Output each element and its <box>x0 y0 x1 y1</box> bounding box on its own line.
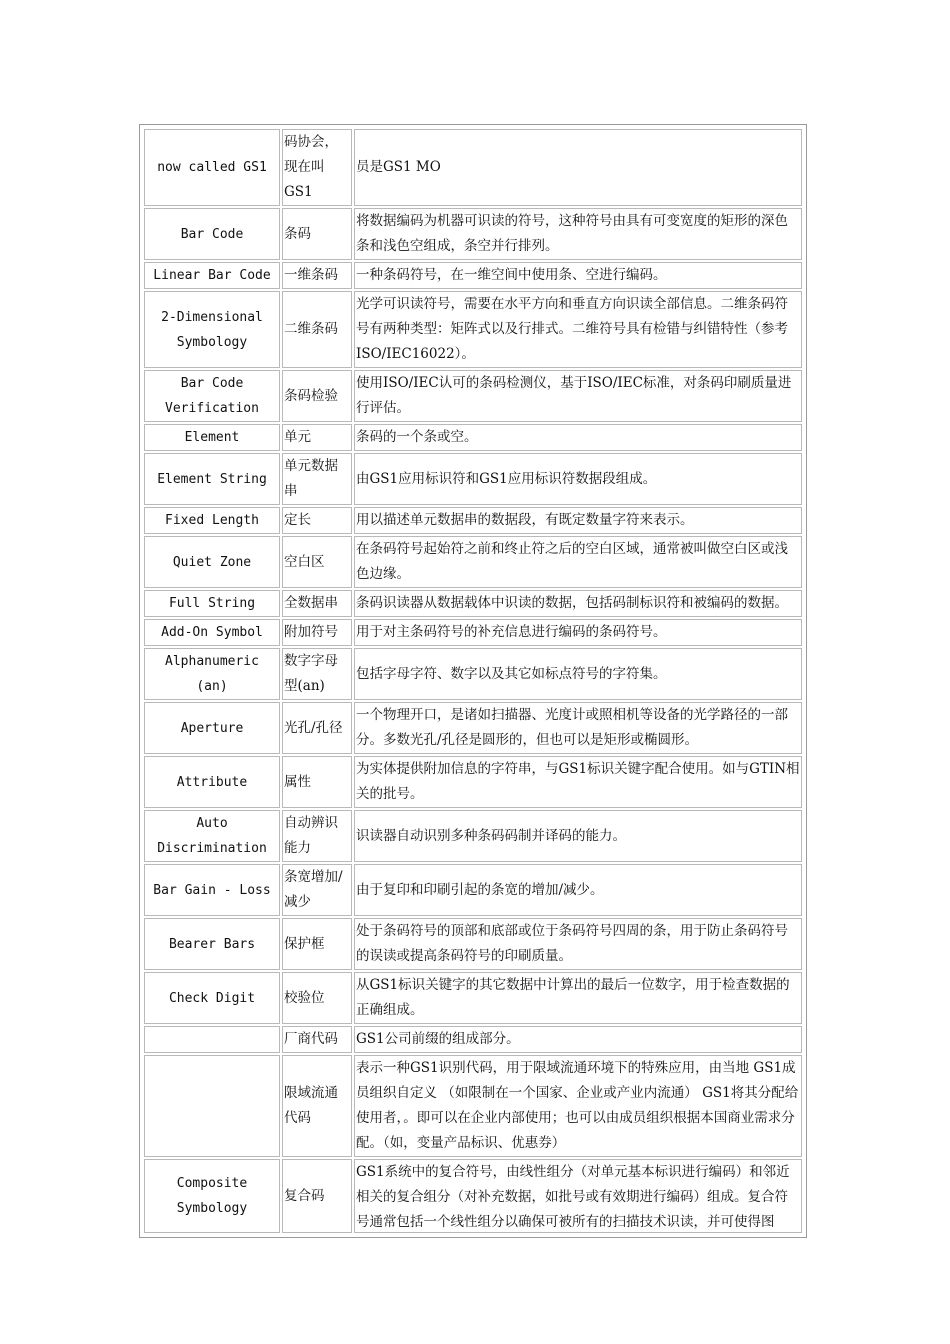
term-definition: 使用ISO/IEC认可的条码检测仪，基于ISO/IEC标准，对条码印刷质量进行评估。 <box>354 370 802 422</box>
term-english: Fixed Length <box>144 507 280 534</box>
term-english: Element <box>144 424 280 451</box>
term-english: Bar Code <box>144 208 280 260</box>
term-chinese: 码协会，现在叫GS1 <box>282 129 352 206</box>
term-definition: 由GS1应用标识符和GS1应用标识符数据段组成。 <box>354 453 802 505</box>
term-english: Bar Gain - Loss <box>144 864 280 916</box>
table-row <box>144 1055 802 1157</box>
term-english: Element String <box>144 453 280 505</box>
term-definition: 表示一种GS1识别代码，用于限域流通环境下的特殊应用，由当地 GS1成员组织自定义 （如限制在一个国家、企业或产业内流通） GS1将其分配给使用者，。即可以在企业内部使用；也可以由成员组织根据本国商业需求分配。（如，变量产品标识、优惠券） <box>354 1055 802 1157</box>
table-row <box>144 810 802 862</box>
table-row <box>144 424 802 451</box>
term-definition: 为实体提供附加信息的字符串，与GS1标识关键字配合使用。如与GTIN相关的批号。 <box>354 756 802 808</box>
table-row <box>144 590 802 617</box>
term-chinese: 复合码 <box>282 1159 352 1233</box>
term-chinese: 属性 <box>282 756 352 808</box>
term-chinese: 厂商代码 <box>282 1026 352 1053</box>
term-english: Alphanumeric (an) <box>144 648 280 700</box>
term-chinese: 数字字母型(an) <box>282 648 352 700</box>
table-row <box>144 619 802 646</box>
term-chinese: 二维条码 <box>282 291 352 368</box>
table-row <box>144 453 802 505</box>
term-english: Quiet Zone <box>144 536 280 588</box>
term-definition: GS1公司前缀的组成部分。 <box>354 1026 802 1053</box>
term-english: 2-Dimensional Symbology <box>144 291 280 368</box>
term-english: Composite Symbology <box>144 1159 280 1233</box>
term-chinese: 条码检验 <box>282 370 352 422</box>
table-row <box>144 507 802 534</box>
term-chinese: 一维条码 <box>282 262 352 289</box>
table-row <box>144 1159 802 1233</box>
table-row <box>144 129 802 206</box>
table-row <box>144 918 802 970</box>
term-chinese: 附加符号 <box>282 619 352 646</box>
table-row <box>144 291 802 368</box>
term-chinese: 自动辨识能力 <box>282 810 352 862</box>
term-chinese: 限域流通代码 <box>282 1055 352 1157</box>
term-definition: 处于条码符号的顶部和底部或位于条码符号四周的条，用于防止条码符号的误读或提高条码符号的印刷质量。 <box>354 918 802 970</box>
term-definition: 员是GS1 MO <box>354 129 802 206</box>
table-row <box>144 370 802 422</box>
term-definition: 在条码符号起始符之前和终止符之后的空白区域，通常被叫做空白区或浅色边缘。 <box>354 536 802 588</box>
term-definition: 条码识读器从数据载体中识读的数据，包括码制标识符和被编码的数据。 <box>354 590 802 617</box>
term-english: Add-On Symbol <box>144 619 280 646</box>
term-english: now called GS1 <box>144 129 280 206</box>
table-row <box>144 536 802 588</box>
term-chinese: 单元数据串 <box>282 453 352 505</box>
term-english: Auto Discrimination <box>144 810 280 862</box>
term-chinese: 光孔/孔径 <box>282 702 352 754</box>
glossary-table-frame <box>139 124 807 1238</box>
term-chinese: 定长 <box>282 507 352 534</box>
term-english: Check Digit <box>144 972 280 1024</box>
term-definition: 条码的一个条或空。 <box>354 424 802 451</box>
term-definition: 从GS1标识关键字的其它数据中计算出的最后一位数字，用于检查数据的正确组成。 <box>354 972 802 1024</box>
term-english: Bearer Bars <box>144 918 280 970</box>
definition-text: GS1系统中的复合符号，由线性组分（对单元基本标识进行编码）和邻近相关的复合组分（对补充数据，如批号或有效期进行编码）组成。复合符号通常包括一个线性组分以确保可被所有的扫描技术识读，并可使得图 <box>356 1164 790 1230</box>
term-definition: 识读器自动识别多种条码码制并译码的能力。 <box>354 810 802 862</box>
term-chinese: 空白区 <box>282 536 352 588</box>
term-definition: 将数据编码为机器可识读的符号，这种符号由具有可变宽度的矩形的深色条和浅色空组成，条空并行排列。 <box>354 208 802 260</box>
term-chinese: 校验位 <box>282 972 352 1024</box>
term-english <box>144 1055 280 1157</box>
table-row <box>144 1026 802 1053</box>
term-definition: 用以描述单元数据串的数据段，有既定数量字符来表示。 <box>354 507 802 534</box>
term-definition: 一个物理开口，是诸如扫描器、光度计或照相机等设备的光学路径的一部分。多数光孔/孔径是圆形的，但也可以是矩形或椭圆形。 <box>354 702 802 754</box>
table-row <box>144 864 802 916</box>
term-definition: 由于复印和印刷引起的条宽的增加/减少。 <box>354 864 802 916</box>
table-row <box>144 208 802 260</box>
term-definition: 一种条码符号，在一维空间中使用条、空进行编码。 <box>354 262 802 289</box>
term-english: Bar Code Verification <box>144 370 280 422</box>
term-english: Attribute <box>144 756 280 808</box>
table-row <box>144 648 802 700</box>
term-chinese: 条码 <box>282 208 352 260</box>
term-chinese: 保护框 <box>282 918 352 970</box>
term-chinese: 单元 <box>282 424 352 451</box>
table-row <box>144 702 802 754</box>
term-chinese: 条宽增加/减少 <box>282 864 352 916</box>
term-english: Full String <box>144 590 280 617</box>
term-definition <box>354 1159 802 1233</box>
term-definition: 用于对主条码符号的补充信息进行编码的条码符号。 <box>354 619 802 646</box>
table-row <box>144 262 802 289</box>
table-row <box>144 756 802 808</box>
term-definition: 包括字母字符、数字以及其它如标点符号的字符集。 <box>354 648 802 700</box>
term-english: Aperture <box>144 702 280 754</box>
glossary-table <box>142 127 804 1235</box>
term-definition: 光学可识读符号，需要在水平方向和垂直方向识读全部信息。二维条码符号有两种类型：矩阵式以及行排式。二维符号具有检错与纠错特性（参考ISO/IEC16022）。 <box>354 291 802 368</box>
table-row <box>144 972 802 1024</box>
term-chinese: 全数据串 <box>282 590 352 617</box>
term-english: Linear Bar Code <box>144 262 280 289</box>
term-english <box>144 1026 280 1053</box>
